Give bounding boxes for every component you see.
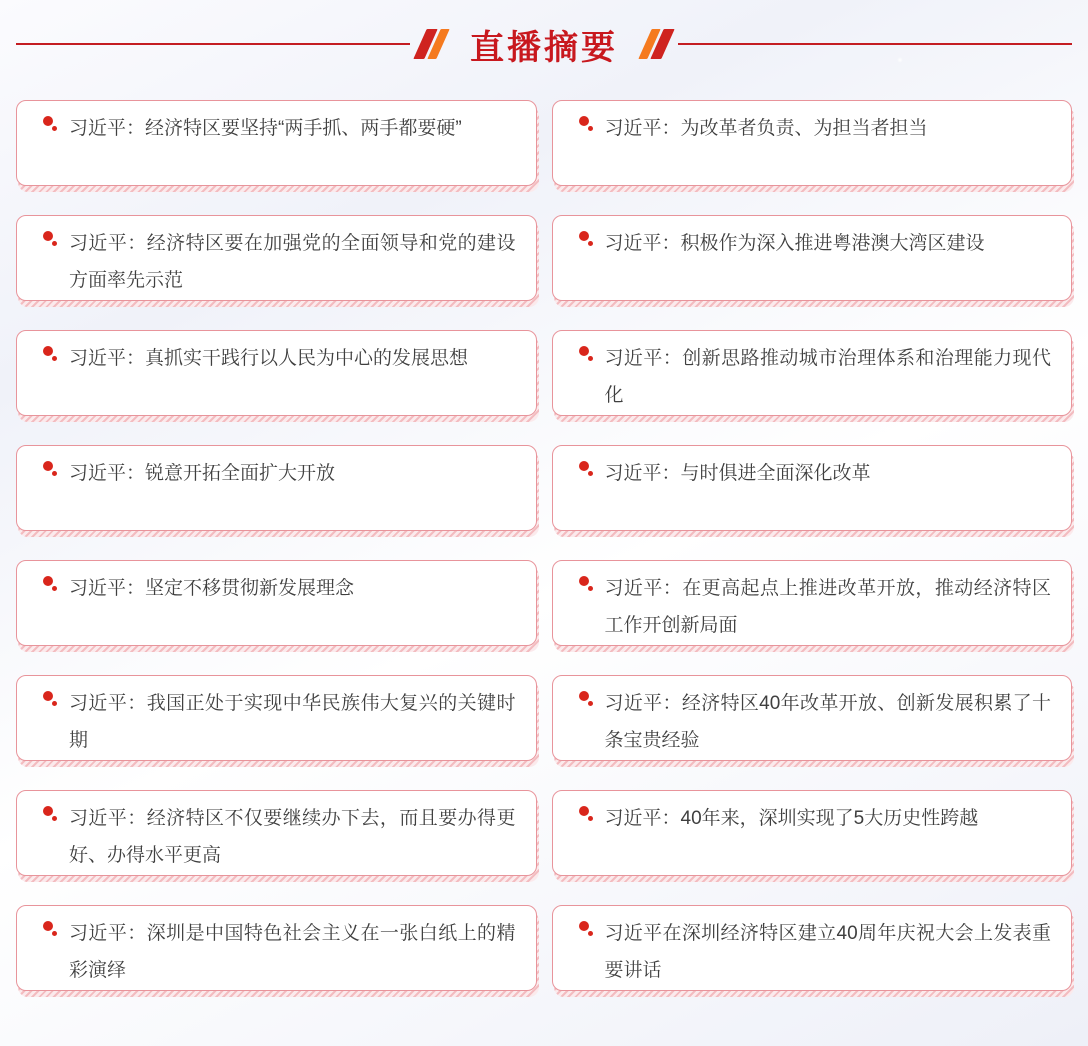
- card-face[interactable]: [552, 790, 1073, 876]
- summary-text: 习近平：深圳是中国特色社会主义在一张白纸上的精彩演绎: [69, 923, 516, 981]
- summary-card[interactable]: [16, 560, 537, 646]
- header-rule-right: [678, 43, 1072, 45]
- bullet-icon: [43, 691, 59, 709]
- card-face[interactable]: [552, 905, 1073, 991]
- card-face[interactable]: [552, 100, 1073, 186]
- card-face[interactable]: [552, 330, 1073, 416]
- header-slash-decoration-right: [642, 29, 668, 59]
- summary-card[interactable]: [552, 790, 1073, 876]
- bullet-icon: [579, 806, 595, 824]
- summary-text: 习近平：真抓实干践行以人民为中心的发展思想: [69, 348, 469, 369]
- summary-text: 习近平：锐意开拓全面扩大开放: [69, 463, 336, 484]
- summary-card[interactable]: [552, 330, 1073, 416]
- summary-card[interactable]: [16, 675, 537, 761]
- summary-card[interactable]: [16, 215, 537, 301]
- header-rule-left: [16, 43, 410, 45]
- summary-card[interactable]: [16, 905, 537, 991]
- column-left: [16, 100, 537, 991]
- bullet-icon: [43, 921, 59, 939]
- summary-text: 习近平：积极作为深入推进粤港澳大湾区建设: [604, 233, 985, 254]
- summary-text: 习近平在深圳经济特区建立40周年庆祝大会上发表重要讲话: [604, 923, 1051, 981]
- summary-card[interactable]: [552, 445, 1073, 531]
- card-face[interactable]: [552, 215, 1073, 301]
- card-face[interactable]: [16, 905, 537, 991]
- bullet-icon: [579, 116, 595, 134]
- summary-text: 习近平：经济特区40年改革开放、创新发展积累了十条宝贵经验: [604, 693, 1051, 751]
- summary-card[interactable]: [552, 215, 1073, 301]
- summary-text: 习近平：经济特区不仅要继续办下去，而且要办得更好、办得水平更高: [69, 808, 516, 866]
- summary-card[interactable]: [16, 100, 537, 186]
- summary-card[interactable]: [16, 445, 537, 531]
- bullet-icon: [579, 921, 595, 939]
- bullet-icon: [579, 576, 595, 594]
- summary-text: 习近平：40年来，深圳实现了5大历史性跨越: [604, 808, 979, 829]
- summary-text: 习近平：坚定不移贯彻新发展理念: [69, 578, 355, 599]
- section-header: [16, 22, 1072, 66]
- summary-card[interactable]: [16, 790, 537, 876]
- summary-card[interactable]: [552, 560, 1073, 646]
- card-face[interactable]: [16, 790, 537, 876]
- summary-grid: [16, 100, 1072, 991]
- summary-card[interactable]: [552, 100, 1073, 186]
- bullet-icon: [579, 461, 595, 479]
- card-face[interactable]: [16, 675, 537, 761]
- bullet-icon: [579, 691, 595, 709]
- bullet-icon: [43, 461, 59, 479]
- bullet-icon: [43, 346, 59, 364]
- summary-text: 习近平：经济特区要在加强党的全面领导和党的建设方面率先示范: [69, 233, 516, 291]
- summary-card[interactable]: [16, 330, 537, 416]
- card-face[interactable]: [552, 445, 1073, 531]
- summary-card[interactable]: [552, 905, 1073, 991]
- header-slash-decoration-left: [420, 29, 446, 59]
- summary-text: 习近平：我国正处于实现中华民族伟大复兴的关键时期: [69, 693, 516, 751]
- summary-text: 习近平：创新思路推动城市治理体系和治理能力现代化: [604, 348, 1051, 406]
- summary-card[interactable]: [552, 675, 1073, 761]
- card-face[interactable]: [16, 100, 537, 186]
- bullet-icon: [43, 806, 59, 824]
- card-face[interactable]: [16, 445, 537, 531]
- bullet-icon: [579, 231, 595, 249]
- card-face[interactable]: [16, 560, 537, 646]
- card-face[interactable]: [552, 560, 1073, 646]
- bullet-icon: [43, 116, 59, 134]
- bullet-icon: [579, 346, 595, 364]
- summary-text: 习近平：在更高起点上推进改革开放，推动经济特区工作开创新局面: [604, 578, 1051, 636]
- summary-text: 习近平：与时俱进全面深化改革: [604, 463, 871, 484]
- summary-text: 习近平：经济特区要坚持“两手抓、两手都要硬”: [69, 118, 462, 139]
- column-right: [552, 100, 1073, 991]
- card-face[interactable]: [16, 330, 537, 416]
- bullet-icon: [43, 576, 59, 594]
- page-title: 直播摘要: [470, 28, 618, 67]
- bullet-icon: [43, 231, 59, 249]
- summary-text: 习近平：为改革者负责、为担当者担当: [604, 118, 928, 139]
- card-face[interactable]: [552, 675, 1073, 761]
- card-face[interactable]: [16, 215, 537, 301]
